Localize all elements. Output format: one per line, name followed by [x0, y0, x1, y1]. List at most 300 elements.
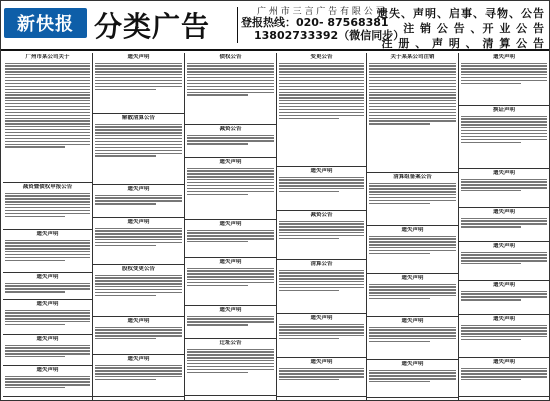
text-line	[95, 135, 182, 136]
notice-title: 遗失声明	[127, 318, 150, 324]
text-line	[461, 339, 521, 340]
text-line	[95, 242, 182, 243]
notice-block	[185, 125, 276, 158]
text-line	[187, 349, 274, 350]
notice-title: 遗失声明	[492, 243, 515, 249]
text-line	[369, 115, 456, 116]
hotline-prefix: 登报热线：	[241, 16, 296, 29]
notice-block	[3, 300, 92, 335]
text-line	[187, 80, 274, 81]
notice-body	[5, 345, 90, 358]
text-line	[461, 220, 547, 221]
notice-block	[3, 53, 92, 183]
text-line	[279, 376, 364, 377]
text-line	[279, 65, 364, 66]
notice-block	[277, 167, 366, 211]
text-line	[461, 325, 547, 326]
section-title: 分类广告	[94, 10, 211, 43]
text-line	[95, 239, 182, 240]
text-line	[369, 241, 456, 242]
notice-body	[461, 325, 547, 341]
text-line	[369, 244, 456, 245]
text-line	[95, 338, 156, 339]
notice-body	[187, 230, 274, 243]
text-line	[187, 92, 274, 93]
text-line	[5, 378, 90, 379]
text-line	[95, 327, 182, 328]
text-line	[279, 92, 364, 93]
text-line	[279, 370, 364, 371]
text-line	[279, 77, 364, 78]
text-line	[369, 194, 456, 195]
text-line	[5, 94, 90, 95]
notice-block	[367, 360, 458, 398]
text-line	[369, 86, 456, 87]
text-line	[279, 272, 364, 273]
text-line	[95, 74, 182, 75]
text-line	[5, 321, 90, 322]
text-line	[5, 251, 90, 252]
text-line	[95, 335, 182, 336]
notice-title: 遗失声明	[401, 318, 424, 324]
text-line	[369, 327, 456, 328]
text-line	[5, 65, 90, 66]
notice-body	[95, 365, 182, 381]
text-line	[369, 106, 456, 107]
notice-body	[369, 236, 456, 255]
text-line	[5, 126, 90, 127]
text-line	[5, 118, 90, 119]
text-line	[5, 283, 90, 284]
text-line	[279, 185, 364, 186]
text-line	[461, 136, 547, 137]
text-line	[369, 123, 430, 124]
text-line	[95, 295, 156, 296]
text-line	[187, 63, 274, 64]
text-line	[187, 71, 274, 72]
text-line	[461, 327, 547, 328]
text-line	[369, 65, 456, 66]
text-line	[187, 140, 274, 141]
notice-title: 解散清算公告	[121, 115, 155, 121]
text-line	[279, 368, 364, 369]
text-line	[279, 86, 364, 87]
notice-block	[459, 315, 549, 358]
text-line	[369, 250, 456, 251]
text-line	[369, 284, 456, 285]
text-line	[461, 190, 521, 191]
text-line	[5, 376, 90, 377]
text-line	[95, 71, 182, 72]
text-line	[461, 68, 547, 69]
notice-body	[95, 195, 182, 205]
text-line	[369, 247, 456, 248]
text-line	[279, 287, 364, 288]
text-line	[187, 143, 248, 144]
notice-title: 减资暨债权申报公告	[22, 184, 73, 190]
text-line	[5, 86, 90, 87]
category-line-2: 注 销 公 告 、开 业 公 告	[403, 22, 545, 35]
text-line	[279, 229, 364, 230]
text-line	[5, 350, 90, 351]
text-line	[5, 100, 90, 101]
notice-body	[95, 275, 182, 297]
notice-block	[367, 173, 458, 226]
text-line	[461, 118, 547, 119]
text-line	[5, 387, 65, 388]
text-line	[187, 273, 274, 274]
text-line	[369, 289, 456, 290]
notice-title: 清算公告	[310, 261, 333, 267]
text-line	[187, 238, 274, 239]
text-line	[5, 242, 90, 243]
notice-block	[459, 208, 549, 242]
notice-column	[93, 53, 185, 400]
text-line	[95, 86, 182, 87]
text-line	[95, 63, 182, 64]
notice-title: 遗失声明	[310, 315, 333, 321]
notice-title: 换证声明	[492, 107, 515, 113]
category-line-3: 注 册 、 声 明 、 清 算 公 告	[381, 37, 545, 50]
notice-body	[369, 183, 456, 205]
notice-title: 减资公告	[219, 126, 242, 132]
notice-title: 遗失声明	[310, 359, 333, 365]
notice-title: 遗失声明	[127, 54, 150, 60]
text-line	[187, 94, 248, 95]
notice-block	[277, 358, 366, 397]
text-line	[461, 299, 521, 300]
text-line	[279, 221, 364, 222]
notice-block	[367, 317, 458, 360]
notice-block	[459, 106, 549, 169]
text-line	[461, 252, 547, 253]
text-line	[369, 80, 456, 81]
notice-title: 遗失声明	[36, 231, 59, 237]
notice-title: 遗失声明	[219, 307, 242, 313]
text-line	[369, 63, 456, 64]
text-line	[95, 329, 182, 330]
text-line	[369, 236, 456, 237]
text-line	[461, 187, 547, 188]
text-line	[95, 147, 182, 148]
text-line	[187, 324, 248, 325]
text-line	[95, 376, 182, 377]
text-line	[279, 179, 364, 180]
text-line	[95, 245, 156, 246]
notice-body	[95, 327, 182, 340]
text-line	[279, 232, 364, 233]
text-line	[187, 68, 274, 69]
notice-body	[461, 116, 547, 143]
text-line	[279, 290, 339, 291]
text-line	[187, 268, 274, 269]
text-line	[279, 63, 364, 64]
text-line	[369, 120, 456, 121]
text-line	[95, 65, 182, 66]
text-line	[279, 182, 364, 183]
text-line	[279, 226, 364, 227]
text-line	[5, 135, 90, 136]
notice-title: 遗失声明	[401, 227, 424, 233]
text-line	[5, 115, 90, 116]
text-line	[461, 77, 547, 78]
text-line	[279, 100, 364, 101]
text-line	[187, 241, 248, 242]
text-line	[5, 89, 90, 90]
text-line	[5, 106, 90, 107]
text-line	[461, 218, 547, 219]
notice-block	[185, 306, 276, 339]
notice-block	[93, 265, 184, 317]
text-line	[461, 63, 547, 64]
text-line	[369, 286, 456, 287]
text-line	[187, 170, 274, 171]
text-line	[5, 216, 65, 217]
text-line	[5, 198, 90, 199]
text-line	[461, 130, 547, 131]
text-line	[461, 368, 547, 369]
text-line	[5, 97, 90, 98]
text-line	[187, 179, 274, 180]
text-line	[95, 370, 182, 371]
text-line	[95, 150, 182, 151]
text-line	[461, 333, 547, 334]
notice-body	[461, 218, 547, 228]
notice-block	[459, 358, 549, 397]
text-line	[461, 223, 547, 224]
notice-title: 遗失声明	[492, 316, 515, 322]
text-line	[95, 83, 182, 84]
notice-title: 广州市某公司关于	[25, 54, 70, 60]
text-line	[369, 375, 456, 376]
text-line	[369, 118, 456, 119]
text-line	[279, 106, 364, 107]
text-line	[187, 230, 274, 231]
text-line	[187, 83, 274, 84]
text-line	[369, 378, 456, 379]
notice-title: 遗失声明	[310, 168, 333, 174]
text-line	[369, 97, 456, 98]
text-line	[95, 332, 182, 333]
text-line	[187, 191, 274, 192]
text-line	[5, 248, 90, 249]
text-line	[279, 109, 364, 110]
text-line	[187, 369, 274, 370]
text-line	[187, 282, 274, 283]
notice-block	[367, 53, 458, 173]
text-line	[187, 173, 274, 174]
text-line	[461, 74, 547, 75]
text-line	[461, 226, 521, 227]
text-line	[187, 363, 274, 364]
text-line	[5, 240, 90, 241]
notice-title: 遗失声明	[36, 301, 59, 307]
notice-title: 遗失声明	[127, 186, 150, 192]
text-line	[369, 191, 456, 192]
text-line	[5, 83, 90, 84]
text-line	[279, 324, 364, 325]
text-line	[5, 109, 90, 110]
text-line	[95, 89, 156, 90]
text-line	[5, 318, 90, 319]
text-line	[369, 341, 430, 342]
text-line	[187, 89, 274, 90]
text-line	[187, 194, 248, 195]
notice-title: 遗失声明	[492, 54, 515, 60]
text-line	[369, 295, 456, 296]
notice-block	[93, 218, 184, 265]
text-line	[187, 316, 274, 317]
text-line	[369, 94, 456, 95]
text-line	[461, 336, 547, 337]
text-line	[187, 77, 274, 78]
text-line	[369, 71, 456, 72]
notice-body	[279, 368, 364, 381]
text-line	[461, 181, 547, 182]
text-line	[5, 347, 90, 348]
text-line	[95, 124, 182, 125]
notice-body	[187, 349, 274, 373]
notice-body	[187, 268, 274, 287]
text-line	[187, 318, 274, 319]
text-line	[95, 80, 182, 81]
text-line	[461, 263, 521, 264]
text-line	[279, 373, 364, 374]
text-line	[5, 312, 90, 313]
notice-body	[461, 63, 547, 85]
text-line	[5, 141, 90, 142]
text-line	[95, 126, 182, 127]
notice-body	[461, 252, 547, 265]
text-line	[279, 103, 364, 104]
text-line	[95, 68, 182, 69]
notice-title: 遗失声明	[492, 209, 515, 215]
text-line	[187, 168, 274, 169]
text-line	[95, 230, 182, 231]
text-line	[461, 124, 547, 125]
text-line	[279, 71, 364, 72]
notice-body	[369, 327, 456, 343]
text-line	[369, 335, 456, 336]
text-line	[95, 379, 156, 380]
notice-block	[93, 185, 184, 218]
text-line	[369, 329, 456, 330]
text-line	[187, 276, 274, 277]
text-line	[5, 129, 90, 130]
text-line	[279, 238, 339, 239]
text-line	[279, 326, 364, 327]
page-header	[1, 1, 550, 51]
notice-block	[367, 274, 458, 317]
text-line	[461, 379, 521, 380]
notice-title: 遗失声明	[127, 356, 150, 362]
notice-block	[185, 53, 276, 125]
notice-title: 迁址公告	[219, 340, 242, 346]
text-line	[369, 185, 456, 186]
text-line	[95, 283, 182, 284]
notice-body	[461, 179, 547, 192]
hotline-number: 020- 87568381	[296, 16, 389, 29]
notice-body	[5, 193, 90, 217]
text-line	[95, 200, 182, 201]
notice-block	[93, 114, 184, 185]
text-line	[5, 144, 90, 145]
company-name: 广 州 市 三 言 广 告 有 限 公 司	[257, 7, 385, 17]
text-line	[461, 65, 547, 66]
text-line	[187, 65, 274, 66]
text-line	[369, 381, 430, 382]
text-line	[95, 129, 182, 130]
text-line	[5, 245, 90, 246]
notice-body	[369, 284, 456, 300]
text-line	[369, 292, 456, 293]
notice-block	[367, 226, 458, 274]
text-line	[95, 365, 182, 366]
notice-title: 遗失声明	[401, 361, 424, 367]
text-line	[279, 188, 364, 189]
notice-body	[5, 63, 90, 148]
text-line	[279, 329, 364, 330]
text-line	[5, 291, 65, 292]
notice-title: 减资公告	[310, 212, 333, 218]
notice-column	[3, 53, 93, 400]
text-line	[369, 188, 456, 189]
text-line	[95, 141, 182, 142]
text-line	[369, 238, 456, 239]
text-line	[369, 370, 456, 371]
category-line-1: 遗失、声明、启事、寻物、公告	[377, 7, 545, 20]
text-line	[369, 83, 456, 84]
text-line	[187, 360, 274, 361]
text-line	[279, 112, 364, 113]
notice-body	[279, 63, 364, 119]
notice-title: 遗失声明	[492, 170, 515, 176]
text-line	[95, 367, 182, 368]
text-line	[279, 94, 364, 95]
text-line	[461, 370, 547, 371]
text-line	[5, 257, 90, 258]
text-line	[369, 253, 430, 254]
text-line	[279, 270, 364, 271]
text-line	[95, 132, 182, 133]
text-line	[95, 195, 182, 196]
text-line	[95, 197, 182, 198]
notice-body	[279, 324, 364, 340]
notice-column	[277, 53, 367, 400]
text-line	[461, 260, 547, 261]
notice-block	[277, 314, 366, 358]
text-line	[95, 228, 182, 229]
text-line	[369, 183, 456, 184]
text-line	[461, 330, 547, 331]
text-line	[461, 257, 547, 258]
text-line	[95, 144, 182, 145]
text-line	[5, 80, 90, 81]
text-line	[461, 254, 547, 255]
text-line	[369, 197, 456, 198]
notice-block	[3, 335, 92, 366]
notice-body	[95, 228, 182, 247]
text-line	[5, 138, 90, 139]
text-line	[279, 284, 364, 285]
notice-body	[95, 124, 182, 157]
notice-block	[277, 53, 366, 167]
text-line	[95, 280, 182, 281]
text-line	[5, 193, 90, 194]
text-line	[369, 372, 456, 373]
notice-body	[5, 240, 90, 262]
text-line	[5, 384, 90, 385]
